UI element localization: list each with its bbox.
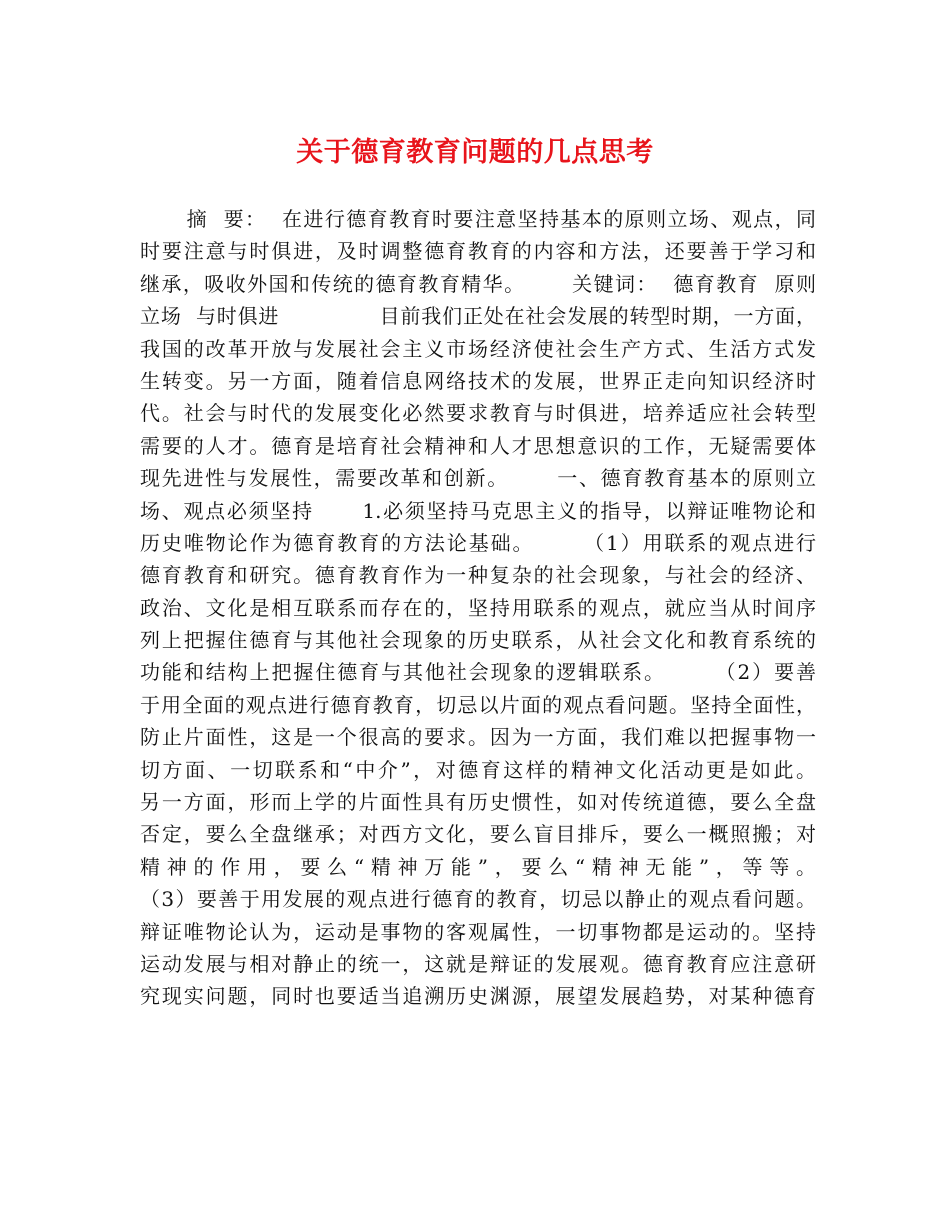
- body-line: 究现实问题，同时也要适当追溯历史渊源，展望发展趋势，对某种德育: [140, 984, 816, 1009]
- body-line: 否定，要么全盘继承；对西方文化，要么盲目排斥，要么一概照搬；对: [140, 822, 816, 847]
- body-line: 场、观点必须坚持 1.必须坚持马克思主义的指导，以辩证唯物论和: [140, 498, 816, 523]
- body-line: 列上把握住德育与其他社会现象的历史联系，从社会文化和教育系统的: [140, 628, 816, 653]
- body-line: 现先进性与发展性，需要改革和创新。 一、德育教育基本的原则立: [140, 466, 816, 491]
- body-line: 切方面、一切联系和“中介”，对德育这样的精神文化活动更是如此。: [140, 757, 816, 782]
- body-line: 辩证唯物论认为，运动是事物的客观属性，一切事物都是运动的。坚持: [140, 919, 816, 944]
- body-line: 我国的改革开放与发展社会主义市场经济使社会生产方式、生活方式发: [140, 336, 816, 361]
- body-line: 代。社会与时代的发展变化必然要求教育与时俱进，培养适应社会转型: [140, 401, 816, 426]
- body-line: 精神的作用，要么“精神万能”，要么“精神无能”，等等。: [140, 854, 816, 879]
- body-line: 时要注意与时俱进，及时调整德育教育的内容和方法，还要善于学习和: [140, 239, 816, 264]
- body-line: 历史唯物论作为德育教育的方法论基础。 （1）用联系的观点进行: [140, 530, 816, 555]
- document-body: [140, 203, 816, 1013]
- body-line: 德育教育和研究。德育教育作为一种复杂的社会现象，与社会的经济、: [140, 563, 816, 588]
- body-line: 防止片面性，这是一个很高的要求。因为一方面，我们难以把握事物一: [140, 725, 816, 750]
- body-line: 生转变。另一方面，随着信息网络技术的发展，世界正走向知识经济时: [140, 368, 816, 393]
- body-line: 需要的人才。德育是培育社会精神和人才思想意识的工作，无疑需要体: [140, 433, 816, 458]
- body-line: 政治、文化是相互联系而存在的，坚持用联系的观点，就应当从时间序: [140, 595, 816, 620]
- body-line: 立场 与时俱进 目前我们正处在社会发展的转型时期，一方面，: [140, 304, 816, 329]
- body-line: 功能和结构上把握住德育与其他社会现象的逻辑联系。 （2）要善: [140, 660, 816, 685]
- body-line: 于用全面的观点进行德育教育，切忌以片面的观点看问题。坚持全面性，: [140, 692, 816, 717]
- body-line: 另一方面，形而上学的片面性具有历史惯性，如对传统道德，要么全盘: [140, 790, 816, 815]
- body-line: 继承，吸收外国和传统的德育教育精华。 关键词： 德育教育 原则: [140, 271, 816, 296]
- document-title: 关于德育教育问题的几点思考: [296, 137, 654, 168]
- body-line: （3）要善于用发展的观点进行德育的教育，切忌以静止的观点看问题。: [140, 887, 816, 912]
- body-line: 运动发展与相对静止的统一，这就是辩证的发展观。德育教育应注意研: [140, 951, 816, 976]
- body-line: 摘 要： 在进行德育教育时要注意坚持基本的原则立场、观点，同: [140, 207, 816, 231]
